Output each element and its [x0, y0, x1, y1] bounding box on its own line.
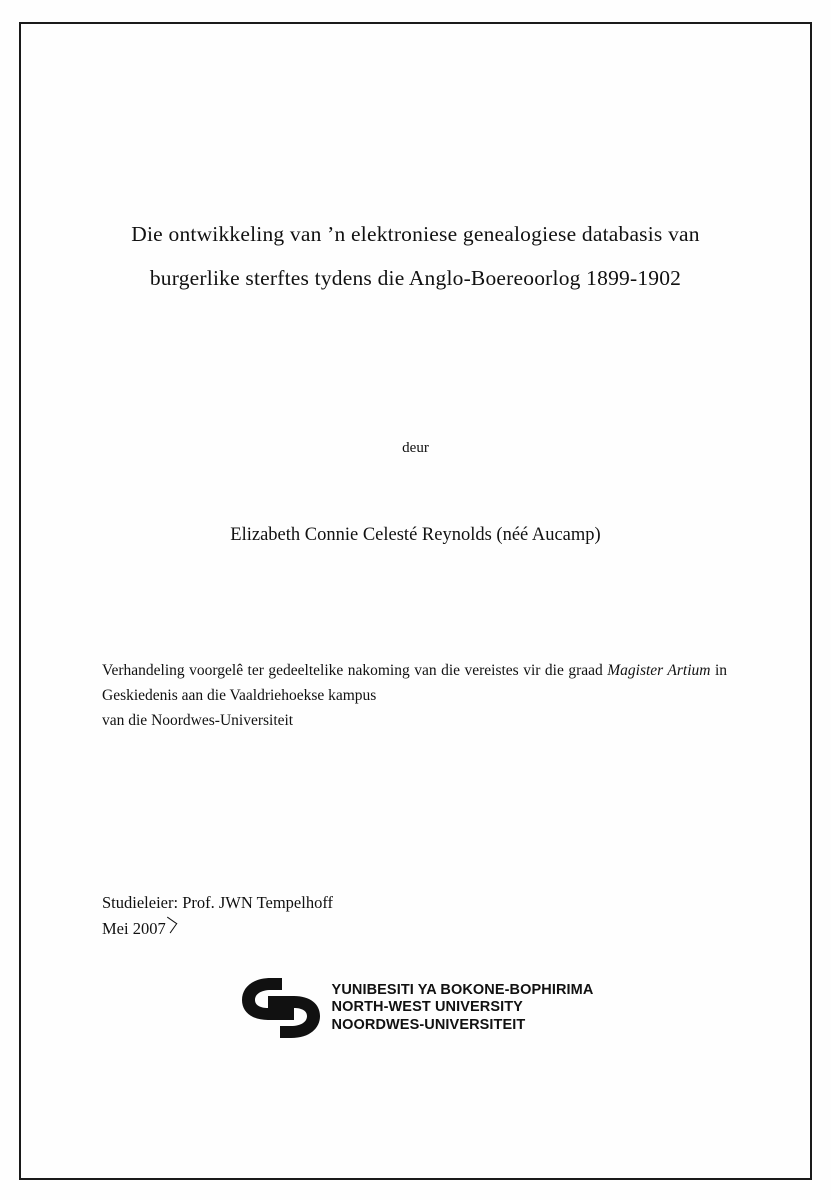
logo-text-line-3: NOORDWES-UNIVERSITEIT [331, 1016, 526, 1033]
supervisor-line: Studieleier: Prof. JWN Tempelhoff [102, 893, 334, 912]
title-page-content [100, 60, 731, 1100]
statement-part-1: Verhandeling voorgelê ter gedeeltelike nakoming van die vereistes vir die graad [102, 662, 608, 679]
north-west-university-logo-icon [238, 972, 324, 1044]
supervisor-block [102, 890, 702, 942]
degree-statement [102, 658, 727, 733]
statement-part-3: van die Noordwes-Universiteit [102, 712, 294, 729]
logo-text-line-1: YUNIBESITI YA BOKONE-BOPHIRIMA [331, 981, 594, 998]
logo-text-line-2: NORTH-WEST UNIVERSITY [331, 999, 523, 1016]
title-line-2: burgerlike sterftes tydens die Anglo-Boereoorlog 1899-1902 [149, 266, 682, 290]
university-logo-text [332, 982, 594, 1035]
university-logo-block [100, 972, 731, 1044]
by-label: deur [402, 440, 429, 456]
statement-part-2: in Geskiedenis aan die Vaaldriehoekse kampus [102, 662, 728, 704]
title-line-1: Die ontwikkeling van ’n elektroniese genealogiese databasis van [131, 222, 700, 246]
date-line: Mei 2007 [102, 919, 166, 938]
degree-name: Magister Artium [607, 662, 711, 679]
date-line-wrap [102, 916, 166, 942]
author-name: Elizabeth Connie Celesté Reynolds (néé Aucamp) [230, 525, 601, 545]
degree-statement-paragraph [102, 658, 727, 708]
page-title [100, 212, 731, 300]
